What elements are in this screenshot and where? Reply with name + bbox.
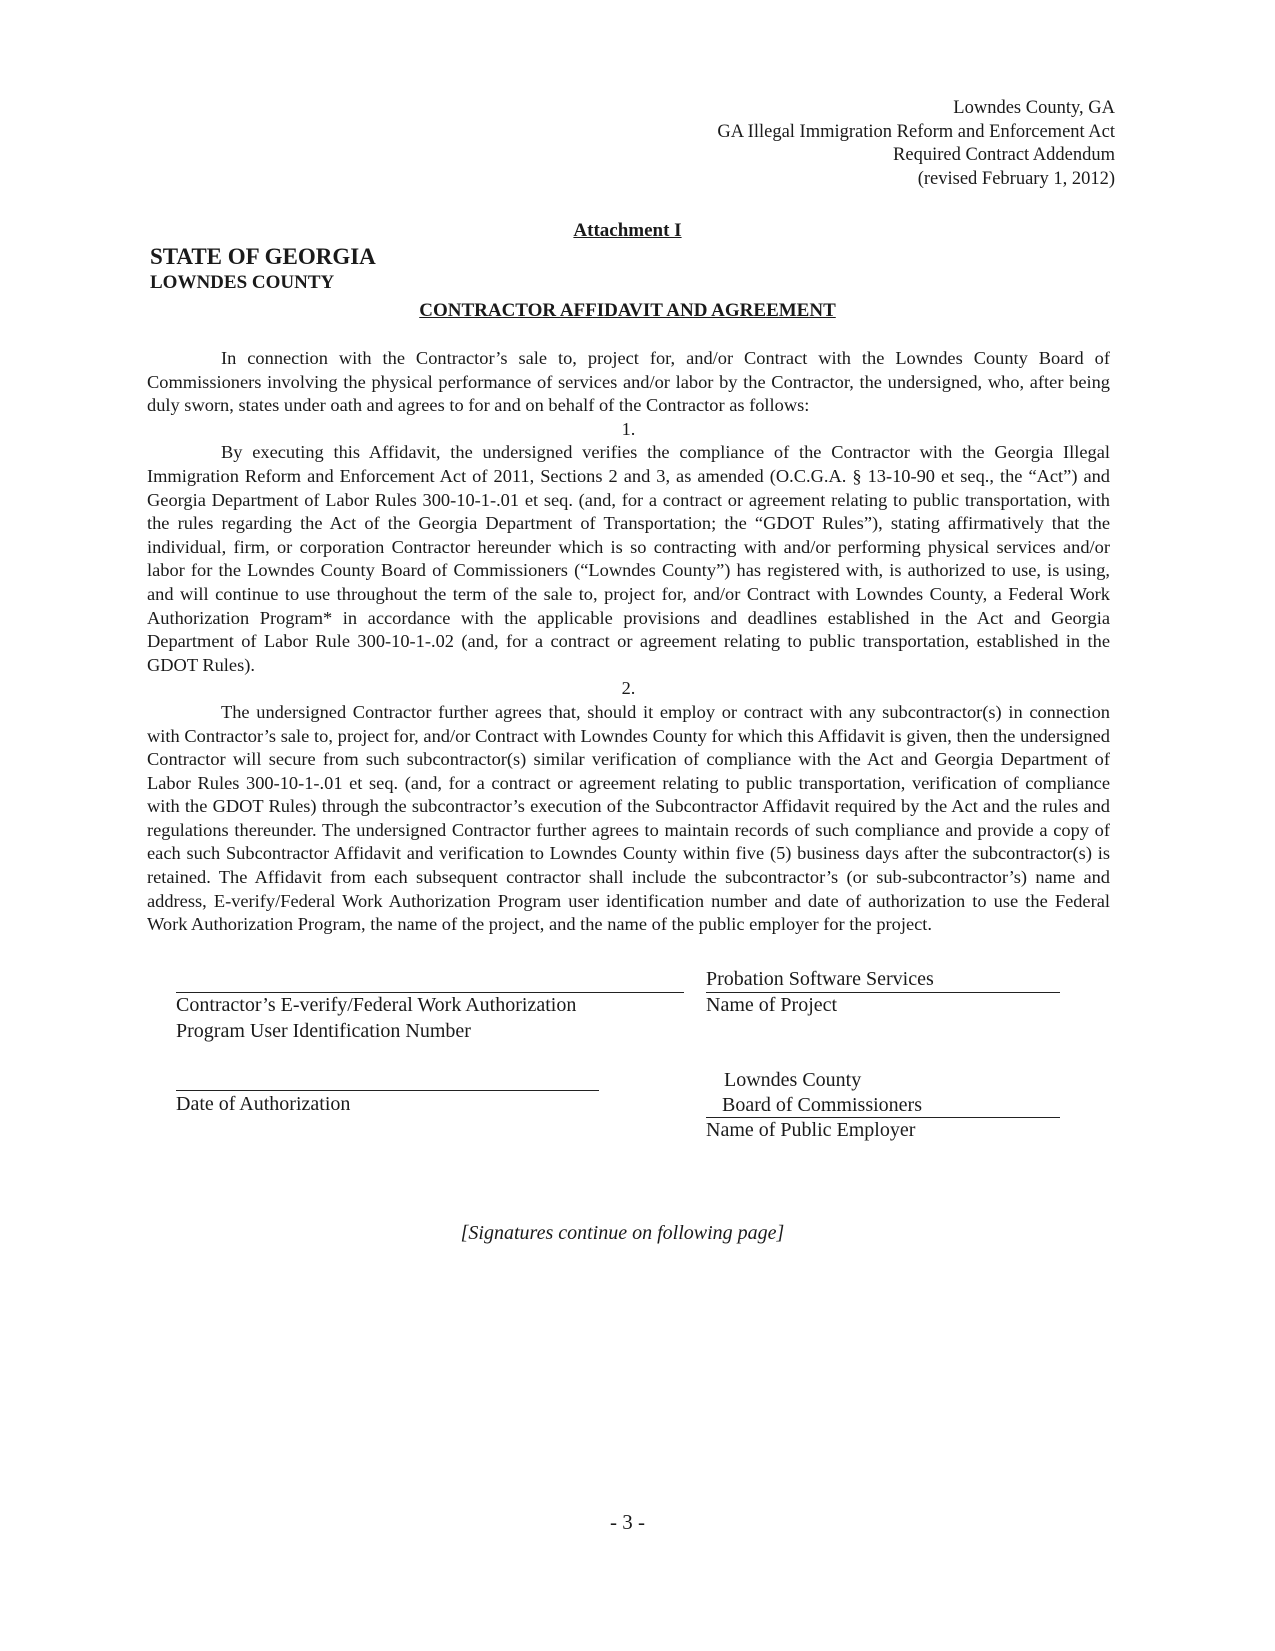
state-heading: STATE OF GEORGIA: [150, 244, 376, 269]
document-header: [717, 97, 1115, 191]
section-2-paragraph: The undersigned Contractor further agrees that, should it employ or contract with any subcontractor(s) in connection with Contractor’s sale to, project for, and/or Contract with Lowndes County for which this Affidavit is given, then the undersigned Contractor will secure from such subcontractor(s) similar verification of compliance with the Act and Georgia Department of Labor Rules 300-10-1-.01 et seq. (and, for a contract or agreement relating to public transportation, verification of compliance with the GDOT Rules) through the subcontractor’s execution of the Subcontractor Affidavit required by the Act and the rules and regulations thereunder. The undersigned Contractor further agrees to maintain records of such compliance and provide a copy of each such Subcontractor Affidavit and verification to Lowndes County within five (5) business days after the subcontractor(s) is retained. The Affidavit from each subsequent contractor shall include the subcontractor’s (or sub-subcontractor’s) name and address, E-verify/Federal Work Authorization Program user identification number and date of authorization to use the Federal Work Authorization Program, the name of the project, and the name of the public employer for the project.: [147, 701, 1110, 935]
project-name-label: Name of Project: [706, 994, 838, 1016]
project-name-value: Probation Software Services: [706, 968, 934, 990]
county-heading: LOWNDES COUNTY: [150, 272, 335, 293]
employer-name-label: Name of Public Employer: [706, 1119, 916, 1141]
intro-paragraph: In connection with the Contractor’s sale to, project for, and/or Contract with the Lowndes County Board of Commissioners involving the physical performance of services and/or labor by the Contractor, the undersigned, who, after being duly sworn, states under oath and agrees to for and on behalf of the Contractor as follows:: [147, 348, 1110, 416]
section-number-1: 1.: [621, 418, 636, 439]
employer-value-line-2: Board of Commissioners: [722, 1094, 922, 1116]
header-line-act: GA Illegal Immigration Reform and Enforcement Act: [717, 121, 1115, 142]
continuation-note: [Signatures continue on following page]: [460, 1222, 785, 1244]
page-number: - 3 -: [610, 1510, 645, 1534]
header-line-revised: (revised February 1, 2012): [917, 168, 1115, 189]
everify-label: Contractor’s E-verify/Federal Work Authorization Program User Identification Number: [176, 994, 577, 1042]
attachment-heading: Attachment I: [573, 220, 682, 241]
page-title: CONTRACTOR AFFIDAVIT AND AGREEMENT: [419, 300, 836, 321]
authorization-date-line[interactable]: [176, 1090, 599, 1091]
affidavit-body: [147, 347, 1110, 937]
employer-value-line-1: Lowndes County: [724, 1069, 862, 1091]
header-line-county: Lowndes County, GA: [953, 98, 1115, 118]
authorization-date-label: Date of Authorization: [176, 1093, 351, 1115]
section-number-2: 2.: [621, 678, 636, 699]
section-1-paragraph: By executing this Affidavit, the undersigned verifies the compliance of the Contractor with the Georgia Illegal Immigration Reform and Enforcement Act of 2011, Sections 2 and 3, as amended (O.C.G.A. § 13-10-90 et seq., the “Act”) and Georgia Department of Labor Rules 300-10-1-.01 et seq. (and, for a contract or agreement relating to public transportation, with the rules regarding the Act of the Georgia Department of Transportation; the “GDOT Rules”), stating affirmatively that the individual, firm, or corporation Contractor hereunder which is so contracting with and/or performing physical services and/or labor for the Lowndes County Board of Commissioners (“Lowndes County”) has registered with, is authorized to use, is using, and will continue to use throughout the term of the sale to, project for, and/or Contract with Lowndes County, a Federal Work Authorization Program* in accordance with the applicable provisions and deadlines established in the Act and Georgia Department of Labor Rule 300-10-1-.02 (and, for a contract or agreement relating to public transportation, established in the GDOT Rules).: [147, 442, 1110, 675]
header-line-addendum: Required Contract Addendum: [893, 145, 1115, 165]
